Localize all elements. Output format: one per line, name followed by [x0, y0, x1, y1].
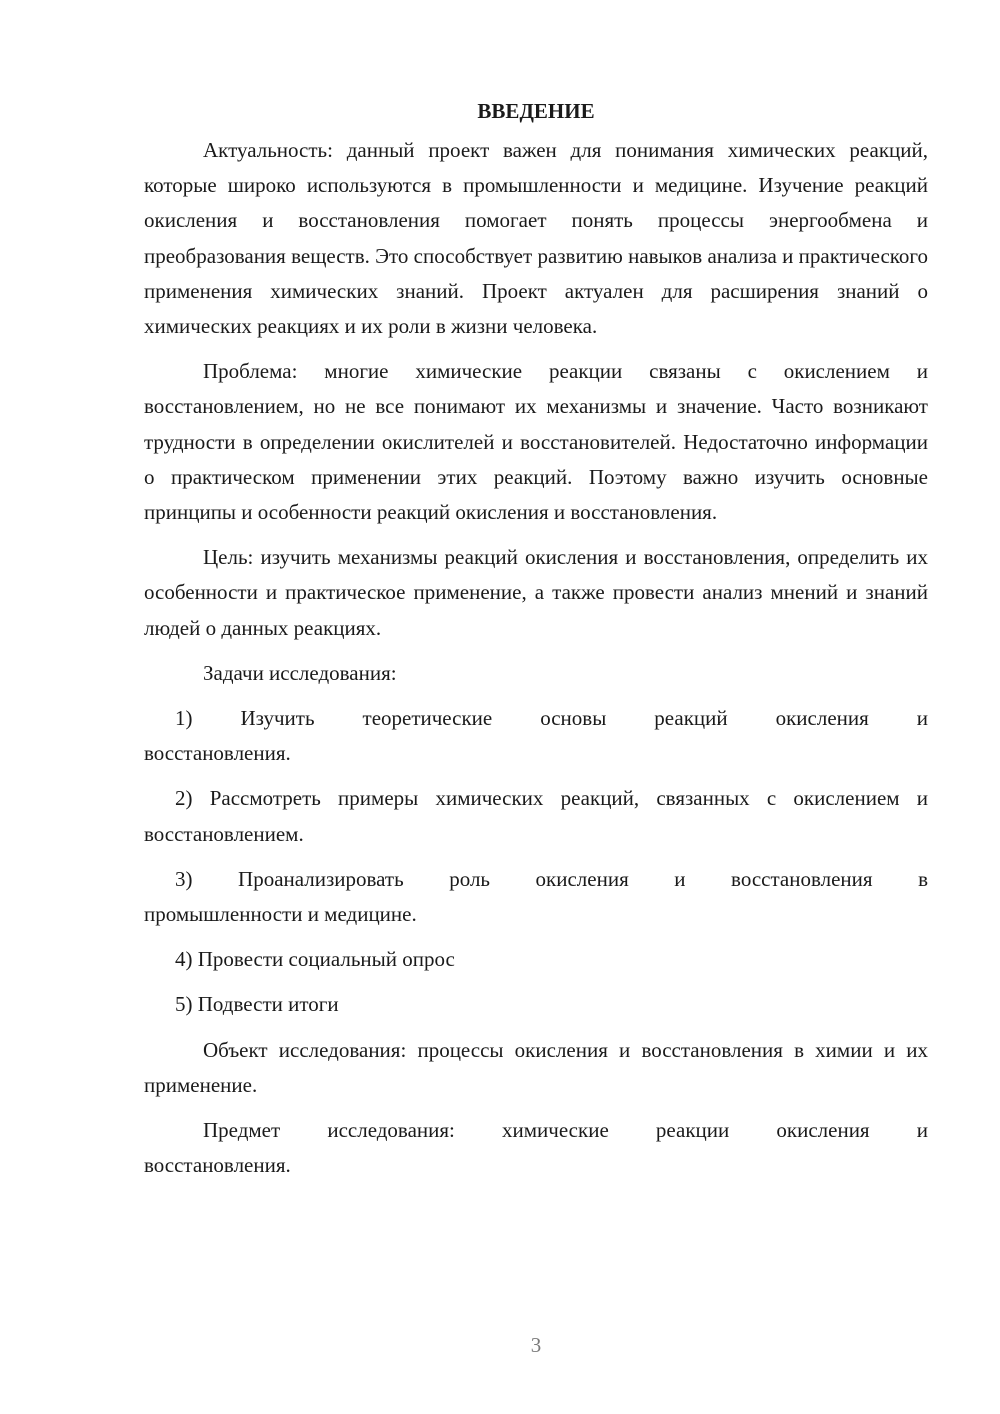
- goal-paragraph: Цель: изучить механизмы реакций окисления и восстановления, определить их особенности и практическое применение, а также провести анализ мнений и знаний людей о данных реакциях.: [144, 545, 928, 640]
- task-item-1: [144, 701, 928, 771]
- task-item-3-line2: промышленности и медицине.: [144, 902, 417, 927]
- subject-paragraph: [144, 1113, 928, 1183]
- relevance-paragraph: Актуальность: данный проект важен для понимания химических реакций, которые широко используются в промышленности и медицине. Изучение реакций окисления и восстановления помогает понять процессы энергообмена и преобразования веществ. Это способствует развитию навыков анализа и практического применения химических знаний. Проект актуален для расширения знаний о химических реакциях и их роли в жизни человека.: [144, 138, 928, 339]
- document-page: [144, 95, 928, 1193]
- subject-line2: восстановления.: [144, 1153, 291, 1178]
- task-item-1-line2: восстановления.: [144, 741, 291, 766]
- task-item-4: 4) Провести социальный опрос: [175, 947, 455, 972]
- task-item-2: 2) Рассмотреть примеры химических реакций, связанных с окислением и восстановлением.: [144, 786, 928, 846]
- task-item-3-line1: 3) Проанализировать роль окисления и восстановления в: [175, 866, 928, 891]
- page-number: 3: [530, 1333, 542, 1357]
- problem-paragraph: Проблема: многие химические реакции связаны с окислением и восстановлением, но не все понимают их механизмы и значение. Часто возникают трудности в определении окислителей и восстановителей. Недостаточно информации о практическом применении этих реакций. Поэтому важно изучить основные принципы и особенности реакций окисления и восстановления.: [144, 359, 928, 525]
- tasks-intro: Задачи исследования:: [203, 660, 397, 685]
- task-item-5: 5) Подвести итоги: [175, 992, 339, 1017]
- task-item-1-line1: 1) Изучить теоретические основы реакций окисления и: [175, 706, 928, 731]
- subject-line1: Предмет исследования: химические реакции окисления и: [203, 1118, 928, 1143]
- page-title: ВВЕДЕНИЕ: [477, 99, 595, 123]
- object-paragraph: Объект исследования: процессы окисления и восстановления в химии и их применение.: [144, 1037, 928, 1097]
- task-item-3: [144, 862, 928, 932]
